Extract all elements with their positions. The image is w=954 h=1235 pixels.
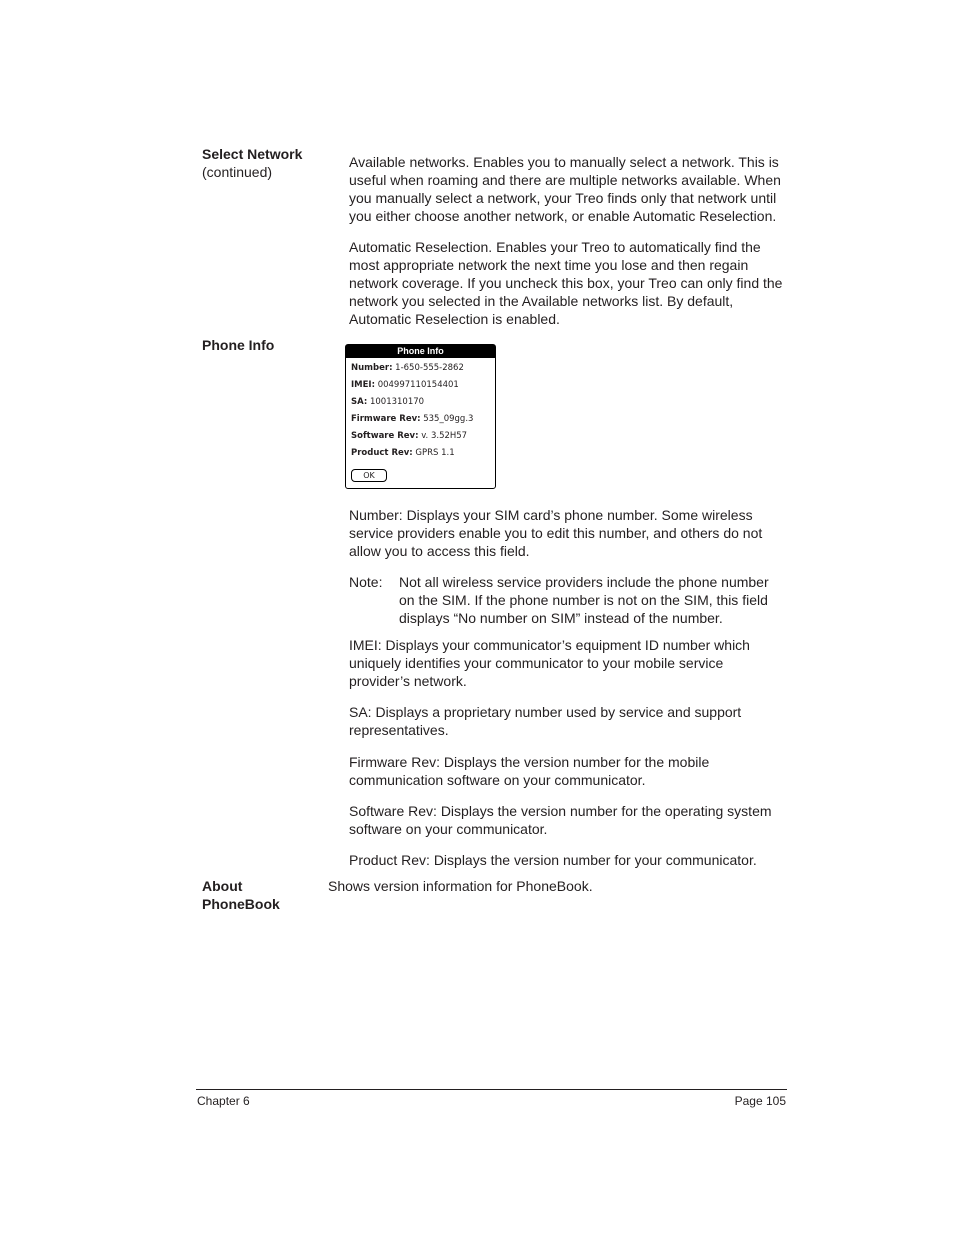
dialog-row-product [351, 448, 455, 458]
note-text: Not all wireless service providers include the phone number on the SIM. If the phone number is not on the SIM, this field displays “No number on SIM” instead of the number. [399, 574, 769, 626]
dialog-label: Product Rev: [351, 448, 413, 458]
dialog-label: IMEI: [351, 380, 375, 390]
term-continued: (continued) [202, 164, 273, 180]
para-firmware-rev: Firmware Rev: Displays the version number for the mobile communication software on your communicator. [349, 754, 710, 788]
term-phonebook: PhoneBook [202, 896, 280, 912]
ok-button[interactable]: OK [351, 469, 387, 482]
dialog-title: Phone Info [346, 345, 495, 358]
footer-chapter: Chapter 6 [197, 1094, 250, 1108]
term-select-network: Select Network [202, 146, 303, 162]
para-available-networks: Available networks. Enables you to manually select a network. This is useful when roaming and there are multiple networks available. When you manually select a network, your Treo finds only that network until you either choose another network, or enable Automatic Reselection. [349, 154, 781, 224]
dialog-value: GPRS 1.1 [415, 448, 455, 458]
dialog-row-software [351, 431, 467, 441]
dialog-row-sa [351, 397, 424, 407]
dialog-label: Firmware Rev: [351, 414, 421, 424]
term-phone-info: Phone Info [202, 337, 275, 353]
phone-info-dialog [345, 344, 496, 489]
dialog-label: Software Rev: [351, 431, 419, 441]
para-software-rev: Software Rev: Displays the version number for the operating system software on your communicator. [349, 803, 772, 837]
dialog-row-number [351, 363, 464, 373]
dialog-value: 1001310170 [369, 397, 425, 407]
dialog-value: 004997110154401 [377, 380, 459, 390]
dialog-label: Number: [351, 363, 393, 373]
dialog-row-firmware [351, 414, 473, 424]
dialog-label: SA: [351, 397, 368, 407]
para-imei: IMEI: Displays your communicator’s equipment ID number which uniquely identifies your communicator to your mobile service provider’s network. [349, 637, 750, 689]
para-sa: SA: Displays a proprietary number used by service and support representatives. [349, 704, 742, 738]
footer-page-number: Page 105 [734, 1094, 786, 1108]
dialog-value: v. 3.52H57 [421, 431, 468, 441]
note-label: Note: [349, 574, 383, 590]
para-product-rev: Product Rev: Displays the version number for your communicator. [349, 852, 757, 868]
dialog-value: 1-650-555-2862 [395, 363, 464, 373]
term-about: About [202, 878, 243, 894]
dialog-value: 535_09gg.3 [423, 414, 474, 424]
footer-rule [196, 1089, 787, 1090]
dialog-row-imei [351, 380, 459, 390]
para-about-phonebook: Shows version information for PhoneBook. [328, 878, 593, 894]
para-automatic-reselection: Automatic Reselection. Enables your Treo to automatically find the most appropriate network the next time you lose and then regain network coverage. If you uncheck this box, your Treo can only find the network you selected in the Available networks list. By default, Automatic Reselection is enabled. [349, 239, 783, 327]
para-number: Number: Displays your SIM card’s phone number. Some wireless service providers enable you to edit this number, and others do not allow you to access this field. [349, 507, 763, 559]
